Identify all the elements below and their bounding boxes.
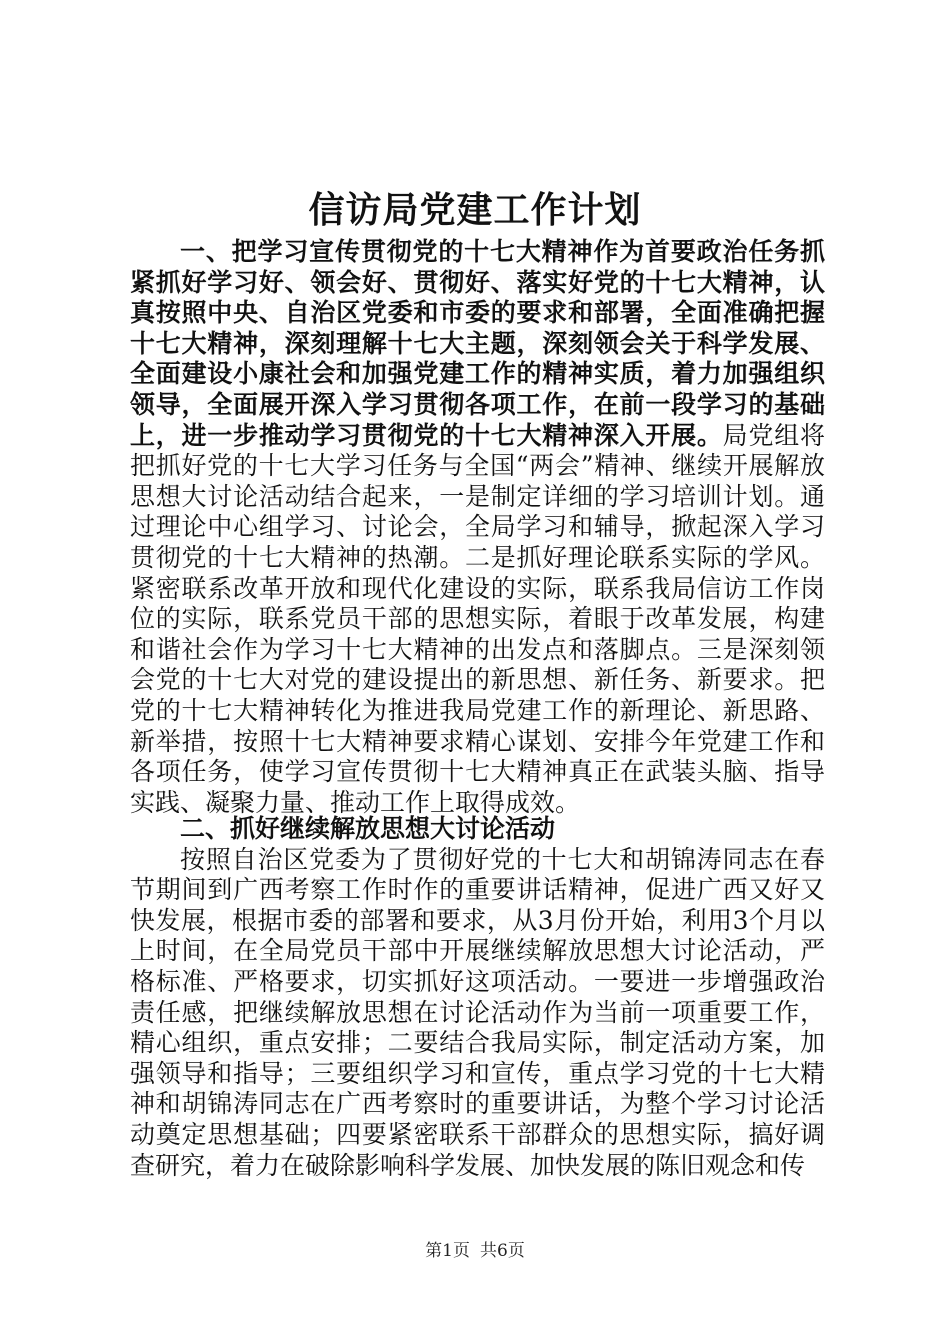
section-1-body: 局党组将把抓好党的十七大学习任务与全国“两会”精神、继续开展解放思想大讨论活动结合起来，一是制定详细的学习培训计划。通过理论中心组学习、讨论会，全局学习和辅导，掀起深入学习贯彻党的十七大精神的热潮。二是抓好理论联系实际的学风。紧密联系改革开放和现代化建设的实际，联系我局信访工作岗位的实际，联系党员干部的思想实际，着眼于改革发展，构建和谐社会作为学习十七大精神的出发点和落脚点。三是深刻领会党的十七大对党的建设提出的新思想、新任务、新要求。把党的十七大精神转化为推进我局党建工作的新理论、新思路、新举措，按照十七大精神要求精心谋划、安排今年党建工作和各项任务，使学习宣传贯彻十七大精神真正在武装头脑、指导实践、凝聚力量、推动工作上取得成效。 bbox=[130, 420, 825, 817]
section-1 bbox=[130, 237, 825, 818]
section-1-lead: 一、把学习宣传贯彻党的十七大精神作为首要政治任务抓紧抓好学习好、领会好、贯彻好、落实好党的十七大精神，认真按照中央、自治区党委和市委的要求和部署，全面准确把握十七大精神，深刻理解十七大主题，深刻领会关于科学发展、全面建设小康社会和加强党建工作的精神实质，着力加强组织领导，全面展开深入学习贯彻各项工作，在前一段学习的基础上，进一步推动学习贯彻党的十七大精神深入开展。 bbox=[130, 237, 825, 450]
section-1-paragraph bbox=[130, 237, 825, 818]
section-2 bbox=[130, 814, 825, 1181]
page-number-total: 共6页 bbox=[480, 1241, 525, 1261]
page-footer bbox=[0, 1240, 950, 1262]
document-title: 信访局党建工作计划 bbox=[308, 189, 642, 231]
section-2-paragraph: 按照自治区党委为了贯彻好党的十七大和胡锦涛同志在春节期间到广西考察工作时作的重要讲话精神，促进广西又好又快发展，根据市委的部署和要求，从3月份开始，利用3个月以上时间，在全局党员干部中开展继续解放思想大讨论活动，严格标准、严格要求，切实抓好这项活动。一要进一步增强政治责任感，把继续解放思想在讨论活动作为当前一项重要工作，精心组织，重点安排；二要结合我局实际，制定活动方案，加强领导和指导；三要组织学习和宣传，重点学习党的十七大精神和胡锦涛同志在广西考察时的重要讲话，为整个学习讨论活动奠定思想基础；四要紧密联系干部群众的思想实际，搞好调查研究，着力在破除影响科学发展、加快发展的陈旧观念和传 bbox=[130, 844, 825, 1180]
section-2-heading: 二、抓好继续解放思想大讨论活动 bbox=[180, 814, 556, 843]
page-number-current: 第1页 bbox=[425, 1241, 470, 1261]
